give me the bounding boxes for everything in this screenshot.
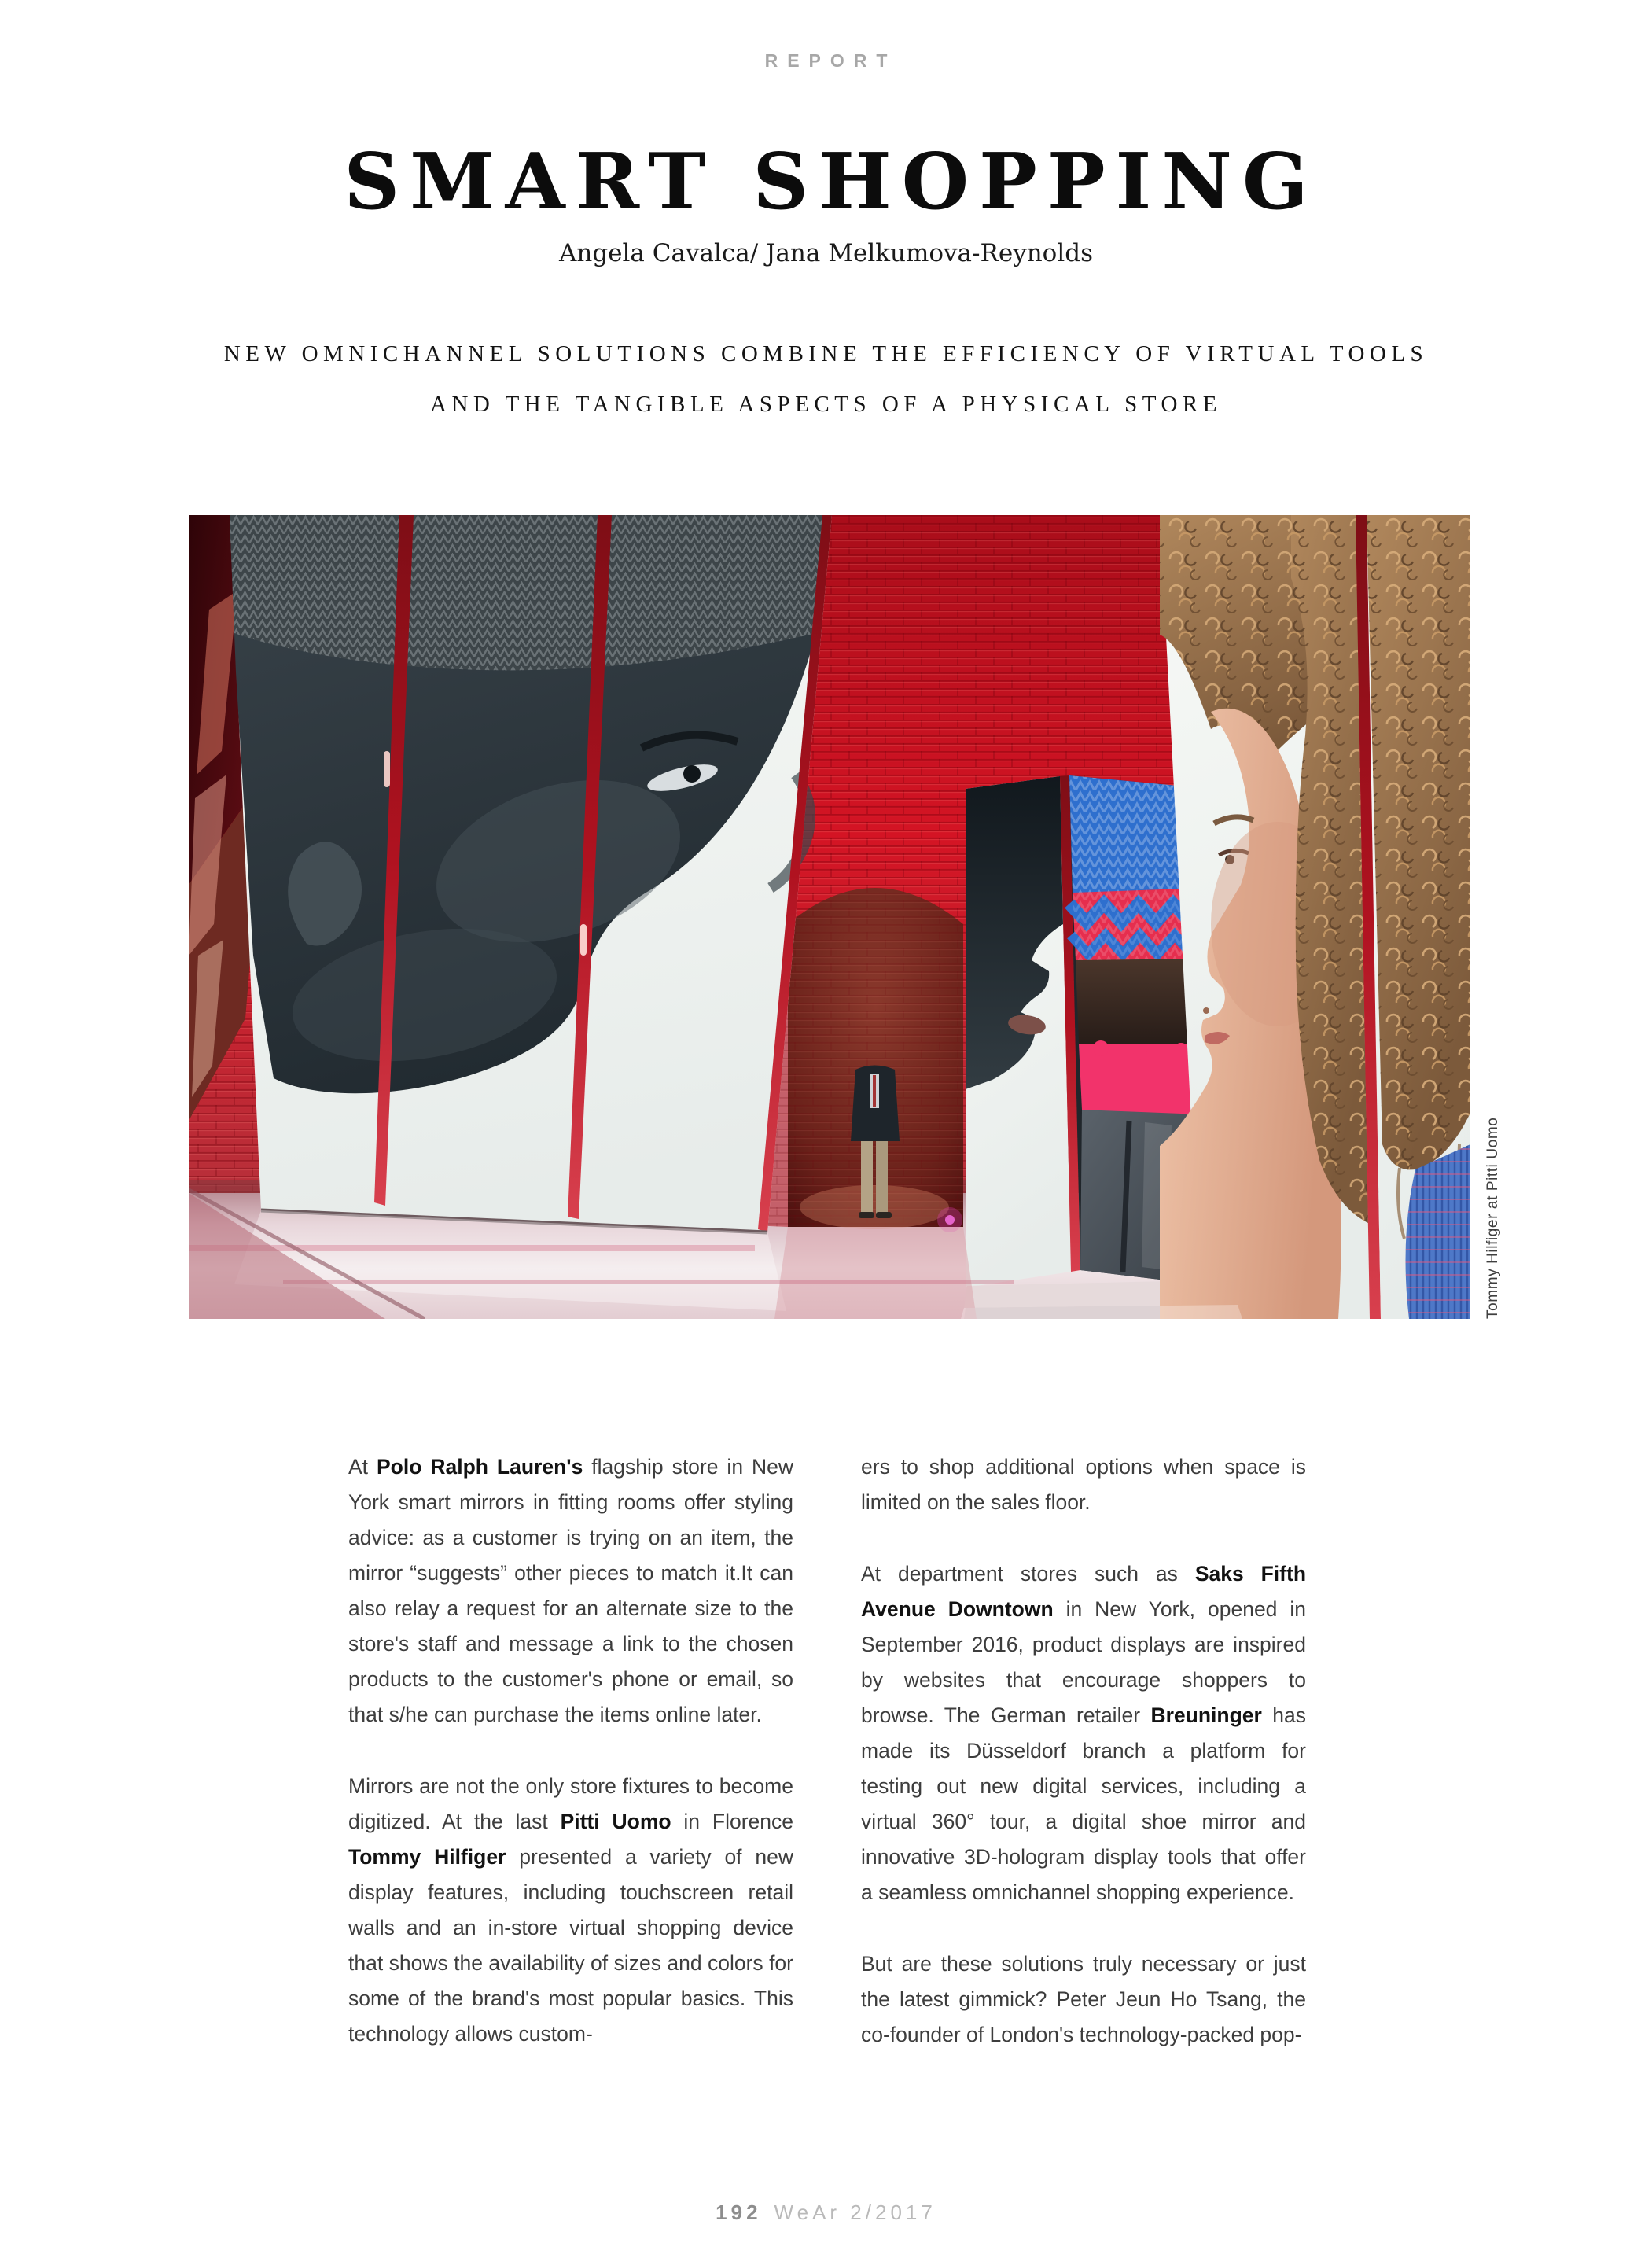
standfirst-line-2: AND THE TANGIBLE ASPECTS OF A PHYSICAL STORE (430, 392, 1222, 417)
magazine-issue: WeAr 2/2017 (774, 2201, 936, 2224)
paragraph: At department stores such as Saks Fifth Avenue Downtown in New York, opened in September 2016, product displays are inspired by websites that encourage shoppers to browse. The German retailer Breuninger has made its Düsseldorf branch a platform for testing out new digital services, including a virtual 360° tour, a digital shoe mirror and innovative 3D-hologram display tools that offer a seamless omnichannel shopping experience. (861, 1562, 1307, 1904)
article-photo (189, 515, 1470, 1319)
photo-credit: Tommy Hilfiger at Pitti Uomo (1485, 1117, 1501, 1319)
text-column-left (348, 1449, 793, 2089)
article-body (348, 1449, 1306, 2089)
section-kicker: REPORT (764, 50, 897, 71)
byline: Angela Cavalca/ Jana Melkumova-Reynolds (558, 239, 1094, 267)
standfirst-line-1: NEW OMNICHANNEL SOLUTIONS COMBINE THE EFFICIENCY OF VIRTUAL TOOLS (223, 341, 1429, 366)
standfirst (0, 329, 1652, 429)
page-footer (0, 2201, 1652, 2225)
right-mirror-panels (1160, 515, 1470, 1319)
paragraph: ers to shop additional options when space is limited on the sales floor. (861, 1455, 1306, 1514)
text-column-right (861, 1449, 1306, 2089)
paragraph: At Polo Ralph Lauren's flagship store in New York smart mirrors in fitting rooms offer styling advice: as a customer is trying on an item, the mirror “suggests” other pieces to match it.It can also relay a request for an alternate size to the store's staff and message a link to the chosen products to the customer's phone or email, so that s/he can purchase the items online later. (348, 1455, 794, 1726)
paragraph: Mirrors are not the only store fixtures to become digitized. At the last Pitti Uomo in Florence Tommy Hilfiger presented a variety of new display features, including touchscreen retail walls and an in-store virtual shopping device that shows the availability of sizes and colors for some of the brand's most popular basics. This technology allows custom- (348, 1774, 793, 2046)
page-number: 192 (716, 2201, 762, 2224)
left-mirror-panels (230, 515, 832, 1232)
article-title: SMART SHOPPING (344, 137, 1319, 227)
paragraph: But are these solutions truly necessary or just the latest gimmick? Peter Jeun Ho Tsang, the co-founder of London's technology-packed pop- (861, 1952, 1306, 2046)
